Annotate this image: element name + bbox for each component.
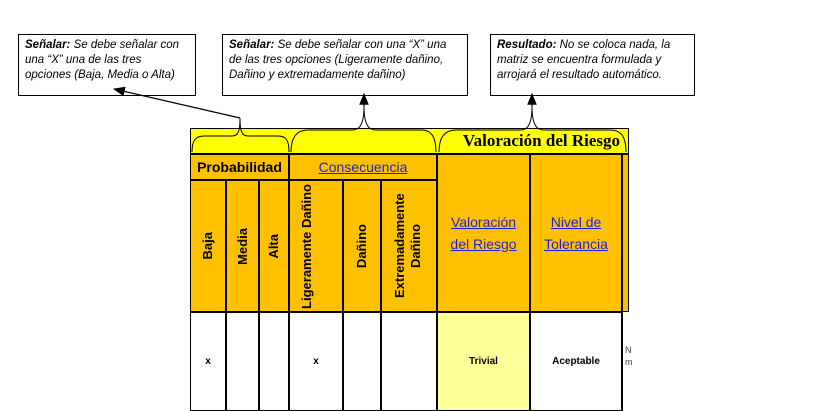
cell-valoracion-value: Trivial	[469, 356, 498, 367]
cell-ligeramente-value: x	[313, 356, 319, 367]
callout-label: Señalar:	[229, 39, 275, 51]
callout-text: Se debe señalar con una “X” una de las tres opciones (Ligeramente dañino, Dañino y extremadamente dañino)	[229, 39, 447, 81]
col-header-ligeramente-label: Ligeramente Dañino	[299, 183, 314, 309]
cell-cutoff-value: N m	[625, 345, 633, 367]
brace-probabilidad	[192, 118, 289, 152]
arrow-probabilidad	[114, 89, 240, 118]
table-title: Valoración del Riesgo	[462, 131, 620, 150]
callout-text: Se debe señalar con una “X” una de las tres opciones (Baja, Media o Alta)	[25, 39, 180, 81]
callout-label: Resultado:	[497, 39, 557, 51]
col-header-extremadamente-label: Extremadamente Dañino	[392, 193, 423, 299]
col-header-nivel-link[interactable]: Nivel de Tolerancia	[544, 214, 608, 252]
brace-valoracion	[439, 106, 626, 152]
col-header-valoracion-link[interactable]: Valoración del Riesgo	[450, 214, 517, 252]
col-header-alta-label: Alta	[266, 233, 281, 259]
col-header-baja-label: Baja	[200, 232, 215, 260]
group-probabilidad-label: Probabilidad	[197, 159, 282, 175]
brace-consecuencia	[291, 106, 436, 152]
col-header-danino-label: Dañino	[354, 223, 369, 269]
col-header-media-label: Media	[234, 227, 250, 265]
cell-nivel-value: Aceptable	[552, 356, 600, 367]
group-consecuencia-link[interactable]: Consecuencia	[318, 159, 408, 175]
callout-label: Señalar:	[25, 39, 71, 51]
cell-baja-value: x	[205, 356, 211, 367]
callout-text: No se coloca nada, la matriz se encuentra formulada y arrojará el resultado automático.	[497, 39, 671, 81]
